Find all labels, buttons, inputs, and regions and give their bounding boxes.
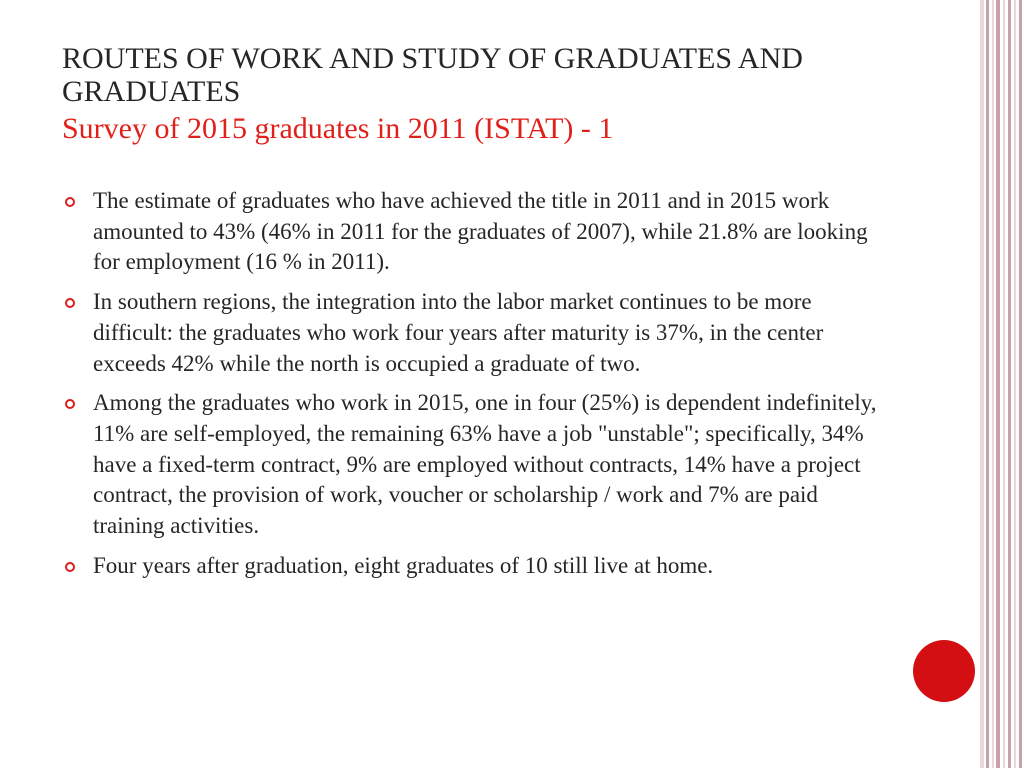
bullet-ring-icon [65,562,75,572]
bullet-text: Among the graduates who work in 2015, one in four (25%) is dependent indefinitely, 11% are self-employed, the remaining 63% have a job "unstable"; specifically, 34% have a fixed-term contract, 9% are employed without contracts, 14% have a project contract, the provision of work, voucher or scholarship / work and 7% are paid training activities. [93,390,877,539]
bullet-list [62,186,892,590]
bullet-item [62,551,892,582]
bullet-ring-icon [65,197,75,207]
decorative-stripe [1003,0,1005,768]
bullet-item [62,186,892,278]
decorative-red-circle [913,640,975,702]
decorative-stripe [1014,0,1016,768]
decorative-stripe [1008,0,1011,768]
decorative-stripe [1019,0,1022,768]
bullet-item [62,388,892,542]
bullet-text: In southern regions, the integration into the labor market continues to be more difficult: the graduates who work four years after maturity is 37%, in the center exceeds 42% while the north is occupied a graduate of two. [93,289,824,376]
bullet-item [62,287,892,379]
decorative-stripe [980,0,984,768]
bullet-ring-icon [65,399,75,409]
bullet-ring-icon [65,298,75,308]
decorative-stripe [996,0,1000,768]
subtitle-text: Survey of 2015 graduates in 2011 (ISTAT) - 1 [62,112,614,145]
decorative-stripe [992,0,994,768]
bullet-text: The estimate of graduates who have achieved the title in 2011 and in 2015 work amounted to 43% (46% in 2011 for the graduates of 2007), while 21.8% are looking for employment (16 % in 2011). [93,188,868,275]
bullet-text: Four years after graduation, eight graduates of 10 still live at home. [93,552,714,578]
slide-title [62,42,922,146]
decorative-stripe [986,0,989,768]
title-text: ROUTES OF WORK AND STUDY OF GRADUATES AND GRADUATES [62,42,803,108]
